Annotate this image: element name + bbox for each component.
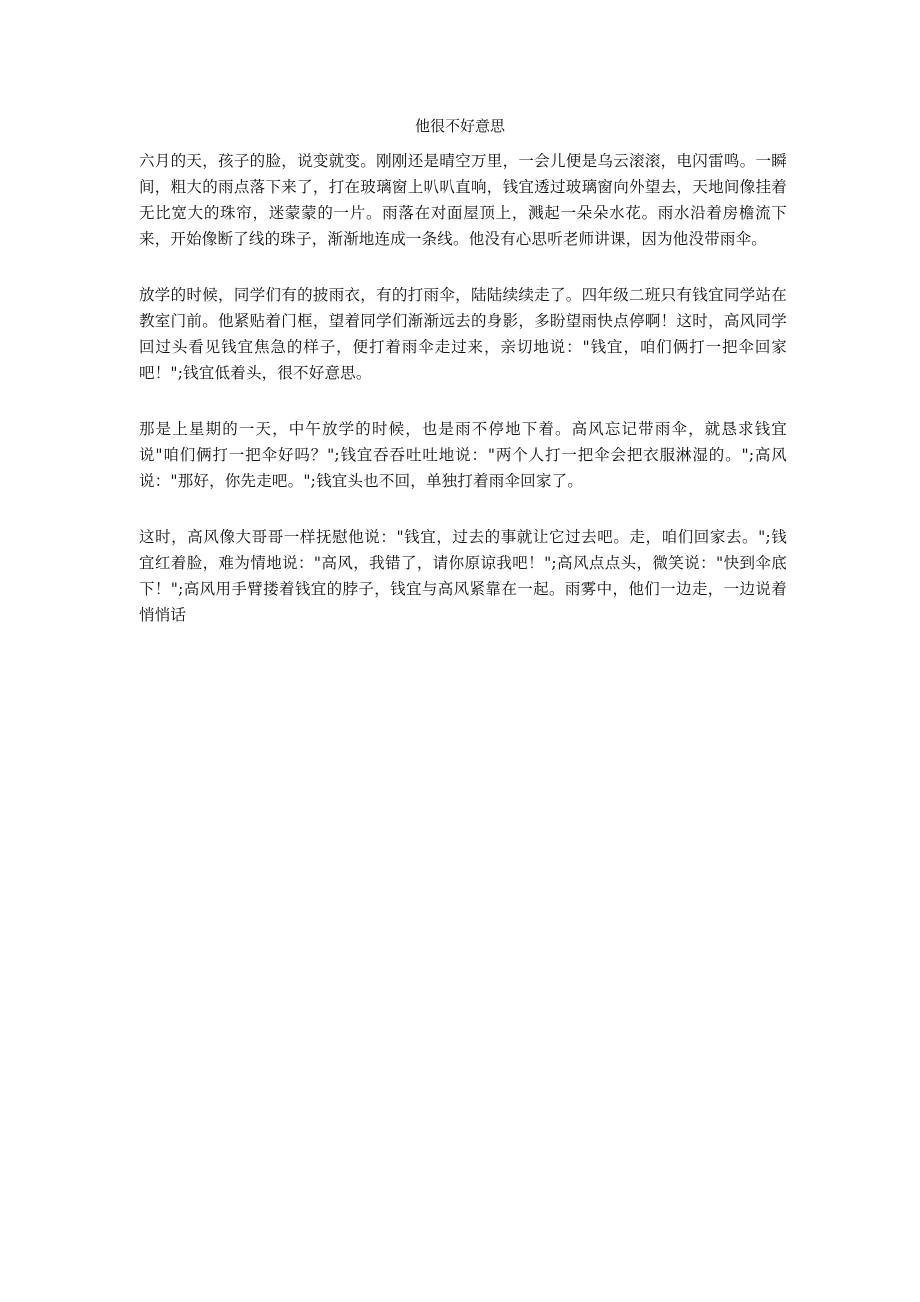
paragraph-4: 这时，高风像大哥哥一样抚慰他说："钱宜，过去的事就让它过去吧。走，咱们回家去。";钱宜红着脸，难为情地说："高风，我错了，请你原谅我吧！";高风点点头，微笑说："快到伞底下！";高风用手臂搂着钱宜的脖子，钱宜与高风紧靠在一起。雨雾中，他们一边走，一边说着悄悄话 xyxy=(139,528,787,624)
document-body xyxy=(139,148,787,658)
paragraph-2: 放学的时候，同学们有的披雨衣，有的打雨伞，陆陆续续走了。四年级二班只有钱宜同学站在教室门前。他紧贴着门框，望着同学们渐渐远去的身影，多盼望雨快点停啊！这时，高风同学回过头看见钱宜焦急的样子，便打着雨伞走过来，亲切地说："钱宜，咱们俩打一把伞回家吧！";钱宜低着头，很不好意思。 xyxy=(139,286,787,382)
paragraph-3: 那是上星期的一天，中午放学的时候，也是雨不停地下着。高风忘记带雨伞，就恳求钱宜说"咱们俩打一把伞好吗？";钱宜吞吞吐吐地说："两个人打一把伞会把衣服淋湿的。";高风说："那好，你先走吧。";钱宜头也不回，单独打着雨伞回家了。 xyxy=(139,420,787,490)
document-title: 他很不好意思 xyxy=(414,117,505,135)
paragraph-1: 六月的天，孩子的脸，说变就变。刚刚还是晴空万里，一会儿便是乌云滚滚，电闪雷鸣。一瞬间，粗大的雨点落下来了，打在玻璃窗上叭叭直响，钱宜透过玻璃窗向外望去，天地间像挂着无比宽大的珠帘，迷蒙蒙的一片。雨落在对面屋顶上，溅起一朵朵水花。雨水沿着房檐流下来，开始像断了线的珠子，渐渐地连成一条线。他没有心思听老师讲课，因为他没带雨伞。 xyxy=(139,152,787,248)
